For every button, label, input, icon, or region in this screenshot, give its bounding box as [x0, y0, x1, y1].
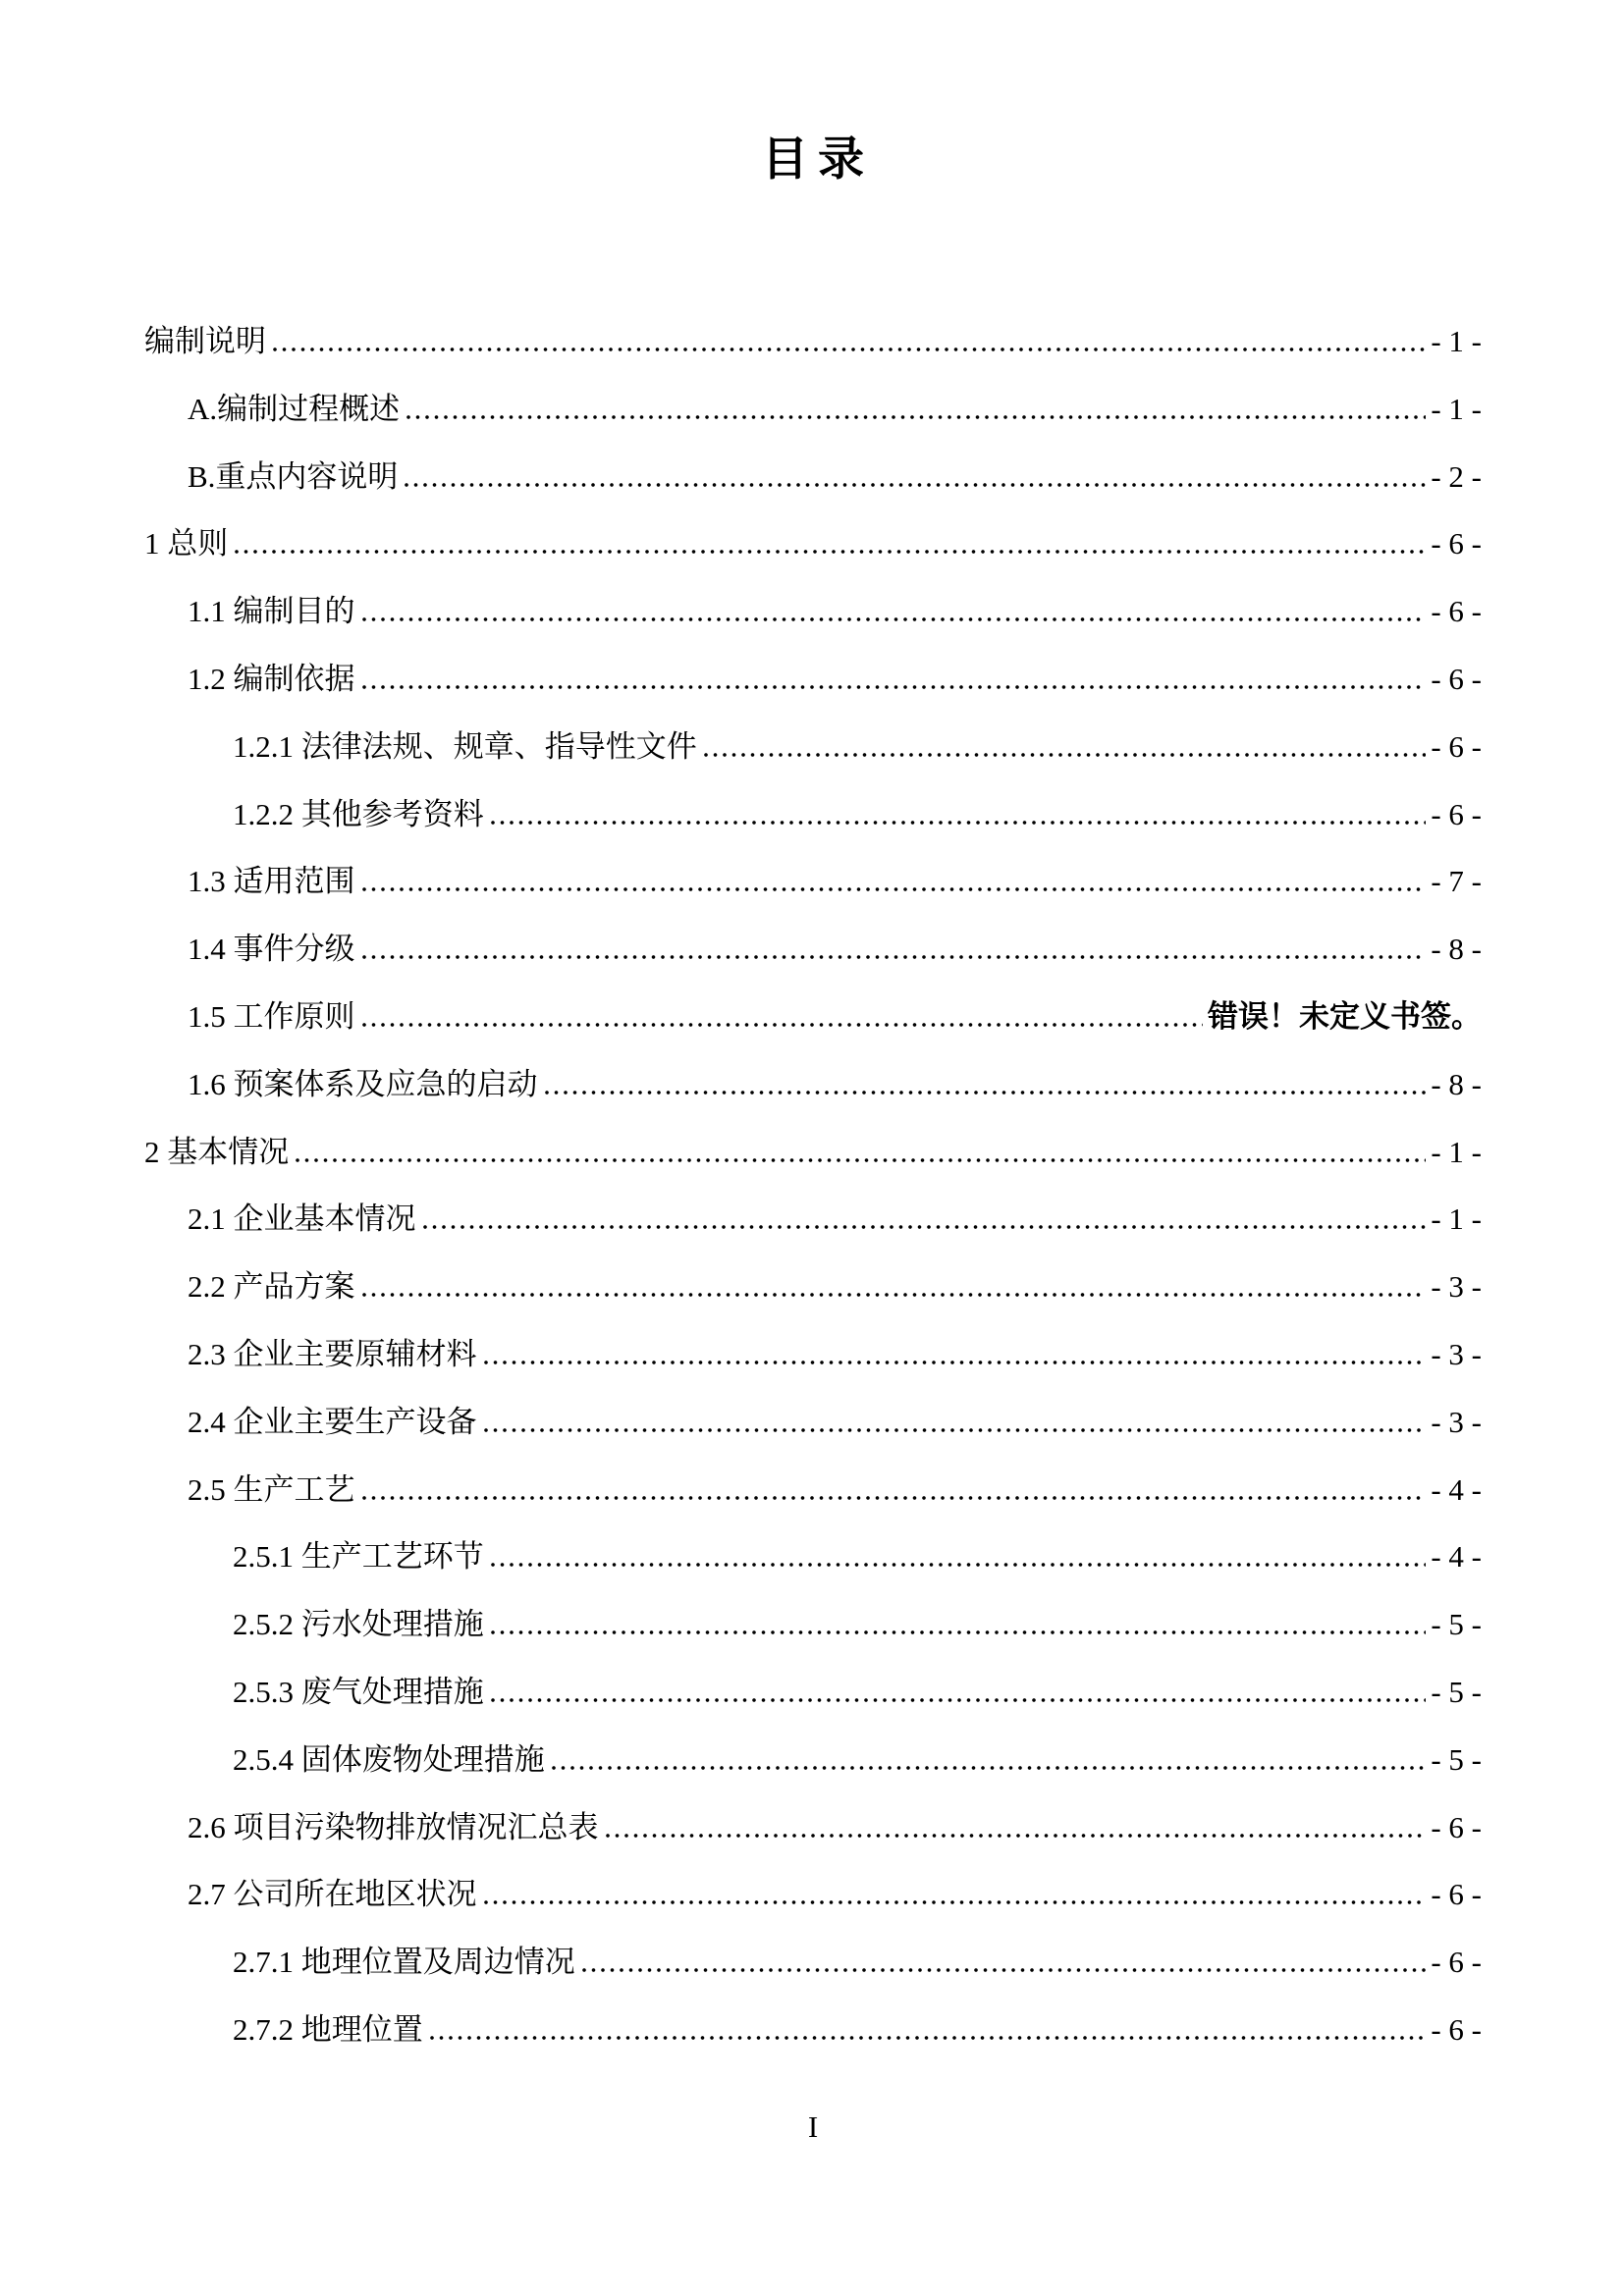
- toc-entry-label: 2.5.2 污水处理措施: [233, 1607, 484, 1642]
- toc-leader-dots: [491, 821, 1427, 825]
- toc-leader-dots: [362, 1023, 1204, 1027]
- toc-leader-dots: [545, 1091, 1427, 1095]
- toc-leader-dots: [484, 1361, 1427, 1364]
- toc-entry-label: A.编制过程概述: [188, 391, 401, 426]
- toc-leader-dots: [491, 1630, 1427, 1634]
- toc-entry[interactable]: [144, 984, 1482, 1051]
- toc-entry-label: 2.5.1 生产工艺环节: [233, 1539, 484, 1575]
- toc-page-number: - 7 -: [1431, 864, 1482, 899]
- toc-page-number: - 6 -: [1431, 796, 1482, 831]
- toc-entry[interactable]: [144, 578, 1482, 646]
- toc-entry-label: 1.1 编制目的: [188, 594, 355, 629]
- toc-entry[interactable]: [144, 1186, 1482, 1254]
- toc-page-number: - 1 -: [1431, 324, 1482, 358]
- toc-page-number: - 6 -: [1431, 1877, 1482, 1912]
- toc-entry[interactable]: [144, 510, 1482, 578]
- toc-page-number: - 4 -: [1431, 1471, 1482, 1507]
- toc-leader-dots: [405, 483, 1426, 487]
- toc-leader-dots: [430, 2036, 1427, 2040]
- toc-leader-dots: [362, 1293, 1427, 1297]
- toc-entry[interactable]: [144, 376, 1482, 444]
- toc-entry[interactable]: [144, 916, 1482, 984]
- toc-entry-label: 1 总则: [144, 526, 229, 561]
- toc-page-number: - 6 -: [1431, 728, 1482, 764]
- toc-leader-dots: [362, 887, 1427, 891]
- toc-leader-dots: [606, 1834, 1427, 1838]
- toc-entry[interactable]: [144, 781, 1482, 849]
- toc-entry-label: 1.3 适用范围: [188, 864, 355, 899]
- toc-page-number: - 1 -: [1431, 391, 1482, 426]
- toc-entry-label: 2.2 产品方案: [188, 1269, 355, 1305]
- toc-page-number: - 6 -: [1431, 1809, 1482, 1844]
- toc-page-number: - 5 -: [1431, 1741, 1482, 1777]
- toc-page-number: - 3 -: [1431, 1336, 1482, 1371]
- toc-entry[interactable]: [144, 1659, 1482, 1727]
- toc-entry[interactable]: [144, 1389, 1482, 1457]
- toc-entry-label: 1.6 预案体系及应急的启动: [188, 1066, 538, 1101]
- toc-entry-label: 2.7.1 地理位置及周边情况: [233, 1945, 575, 1980]
- table-of-contents: [144, 308, 1482, 2064]
- toc-leader-dots: [235, 550, 1426, 554]
- toc-leader-dots: [582, 1968, 1427, 1972]
- toc-leader-dots: [484, 1900, 1427, 1904]
- toc-entry-label: 2.5.4 固体废物处理措施: [233, 1741, 545, 1777]
- toc-entry-label: 2.6 项目污染物排放情况汇总表: [188, 1809, 599, 1844]
- toc-page-number: - 8 -: [1431, 1066, 1482, 1101]
- toc-entry-label: 2.1 企业基本情况: [188, 1201, 416, 1237]
- toc-entry[interactable]: [144, 1794, 1482, 1862]
- toc-entry[interactable]: [144, 1727, 1482, 1794]
- toc-page-number: - 1 -: [1431, 1201, 1482, 1237]
- toc-entry[interactable]: [144, 714, 1482, 781]
- toc-entry[interactable]: [144, 1929, 1482, 1997]
- toc-leader-dots: [491, 1563, 1427, 1567]
- toc-leader-dots: [552, 1766, 1427, 1770]
- toc-page-number: - 6 -: [1431, 661, 1482, 696]
- toc-entry[interactable]: [144, 1457, 1482, 1524]
- toc-leader-dots: [491, 1698, 1427, 1702]
- toc-entry-label: 1.2 编制依据: [188, 661, 355, 696]
- toc-entry-label: 1.4 事件分级: [188, 932, 355, 967]
- toc-entry-label: 2.5.3 废气处理措施: [233, 1674, 484, 1709]
- toc-entry-label: 2.5 生产工艺: [188, 1471, 355, 1507]
- toc-entry-label: 编制说明: [144, 324, 266, 358]
- toc-page-number: - 6 -: [1431, 2011, 1482, 2047]
- toc-entry-label: 2.7 公司所在地区状况: [188, 1877, 477, 1912]
- toc-entry[interactable]: [144, 848, 1482, 916]
- toc-leader-dots: [362, 685, 1427, 689]
- toc-entry[interactable]: [144, 1591, 1482, 1659]
- toc-entry[interactable]: [144, 1523, 1482, 1591]
- toc-entry-label: 1.2.2 其他参考资料: [233, 796, 484, 831]
- toc-leader-dots: [423, 1225, 1427, 1229]
- toc-entry[interactable]: [144, 646, 1482, 714]
- toc-page-number: - 5 -: [1431, 1674, 1482, 1709]
- page-footer: [144, 2108, 1482, 2147]
- toc-leader-dots: [406, 415, 1426, 419]
- toc-page-number: - 6 -: [1431, 526, 1482, 561]
- toc-page-number: - 5 -: [1431, 1607, 1482, 1642]
- toc-page-number: - 6 -: [1431, 1945, 1482, 1980]
- toc-leader-dots: [484, 1428, 1427, 1432]
- toc-page-number: - 4 -: [1431, 1539, 1482, 1575]
- toc-page-number: - 8 -: [1431, 932, 1482, 967]
- footer-page-number: I: [807, 2109, 819, 2144]
- toc-entry[interactable]: [144, 1321, 1482, 1389]
- toc-leader-dots: [273, 347, 1426, 351]
- toc-entry-label: 1.5 工作原则: [188, 998, 355, 1034]
- toc-leader-dots: [296, 1158, 1426, 1162]
- toc-leader-dots: [362, 617, 1427, 621]
- toc-leader-dots: [704, 753, 1427, 757]
- toc-page-number: - 6 -: [1431, 594, 1482, 629]
- page-title: 目录: [762, 134, 874, 186]
- toc-page-number: - 3 -: [1431, 1269, 1482, 1305]
- toc-entry[interactable]: [144, 1051, 1482, 1119]
- toc-entry[interactable]: [144, 1119, 1482, 1187]
- toc-leader-dots: [362, 955, 1427, 959]
- toc-entry[interactable]: [144, 1254, 1482, 1321]
- toc-entry[interactable]: [144, 308, 1482, 376]
- toc-page-number: - 3 -: [1431, 1404, 1482, 1439]
- toc-page-number: - 1 -: [1431, 1134, 1482, 1169]
- toc-leader-dots: [362, 1496, 1427, 1500]
- toc-entry[interactable]: [144, 1997, 1482, 2064]
- toc-entry[interactable]: [144, 444, 1482, 511]
- toc-entry-label: 2 基本情况: [144, 1134, 290, 1169]
- toc-page-number: 错误！未定义书签。: [1208, 998, 1482, 1034]
- toc-entry-label: B.重点内容说明: [188, 458, 399, 494]
- toc-entry-label: 1.2.1 法律法规、规章、指导性文件: [233, 728, 697, 764]
- toc-entry-label: 2.4 企业主要生产设备: [188, 1404, 477, 1439]
- toc-entry-label: 2.3 企业主要原辅材料: [188, 1336, 477, 1371]
- toc-entry-label: 2.7.2 地理位置: [233, 2011, 423, 2047]
- toc-page-number: - 2 -: [1431, 458, 1482, 494]
- toc-entry[interactable]: [144, 1861, 1482, 1929]
